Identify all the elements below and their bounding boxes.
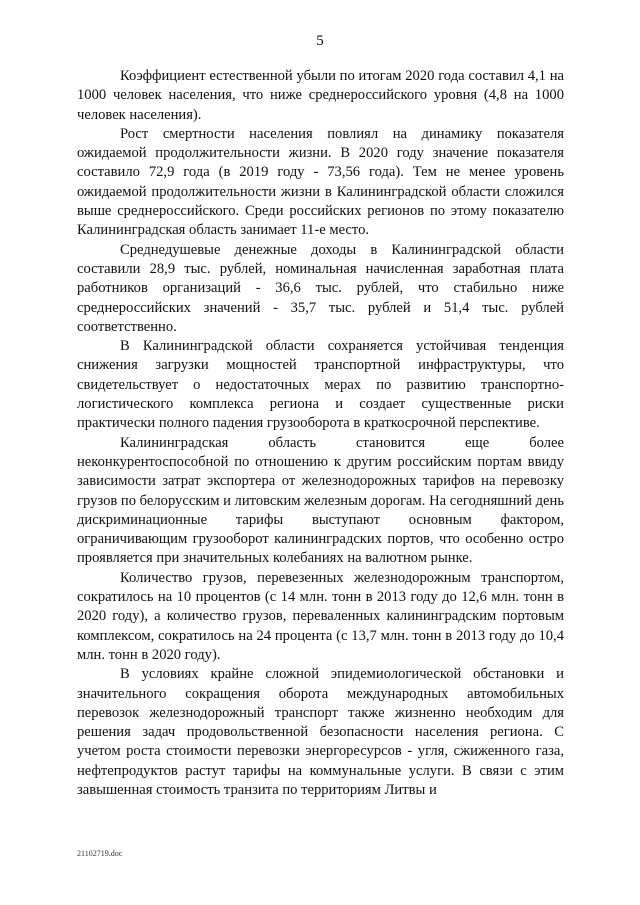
document-filename: 21102719.doc	[77, 849, 123, 858]
paragraph-life-expectancy: Рост смертности населения повлиял на динамику показателя ожидаемой продолжительности жизни. В 2020 году значение показателя составило 72,9 года (в 2019 году - 73,56 года). Тем не менее уровень ожидаемой продолжительности жизни в Калининградской области сложился выше среднероссийского. Среди российских регионов по этому показателю Калининградская область занимает 11-е место.	[77, 125, 564, 239]
paragraph-epidemiological-situation: В условиях крайне сложной эпидемиологической обстановки и значительного сокращения оборота международных автомобильных перевозок железнодорожный транспорт также жизненно необходим для решения задач продовольственной безопасности населения региона. С учетом роста стоимости перевозки энергоресурсов - угля, сжиженного газа, нефтепродуктов растут тарифы на коммунальные услуги. В связи с этим завышенная стоимость транзита по территориям Литвы и	[77, 666, 564, 798]
document-body	[77, 67, 564, 800]
paragraph-natural-decline: Коэффициент естественной убыли по итогам 2020 года составил 4,1 на 1000 человек населения, что ниже среднероссийского уровня (4,8 на 1000 человек населения).	[77, 68, 564, 123]
paragraph-income: Среднедушевые денежные доходы в Калининградской области составили 28,9 тыс. рублей, номинальная начисленная заработная плата работников организаций - 36,6 тыс. рублей, что стабильно ниже среднероссийских значений - 35,7 тыс. рублей и 51,4 тыс. рублей соответственно.	[77, 241, 564, 335]
paragraph-port-competitiveness: Калининградская область становится еще более неконкурентоспособной по отношению к другим российским портам ввиду зависимости затрат экспортера от железнодорожных тарифов на перевозку грузов по белорусским и литовским железным дорогам. На сегодняшний день дискриминационные тарифы выступают основным фактором, ограничивающим грузооборот калининградских портов, что особенно остро проявляется при значительных колебаниях на валютном рынке.	[77, 434, 564, 567]
page-number: 5	[316, 33, 324, 49]
paragraph-cargo-volume: Количество грузов, перевезенных железнодорожным транспортом, сократилось на 10 процентов (с 14 млн. тонн в 2013 году до 12,6 млн. тонн в 2020 году), а количество грузов, переваленных калининградским портовым комплексом, сократилось на 24 процента (с 13,7 млн. тонн в 2013 году до 10,4 млн. тонн в 2020 году).	[77, 569, 564, 663]
paragraph-transport-infrastructure: В Калининградской области сохраняется устойчивая тенденция снижения загрузки мощностей транспортной инфраструктуры, что свидетельствует о недостаточных мерах по развитию транспортно-логистического комплекса региона и создает существенные риски практически полного падения грузооборота в краткосрочной перспективе.	[77, 338, 564, 432]
